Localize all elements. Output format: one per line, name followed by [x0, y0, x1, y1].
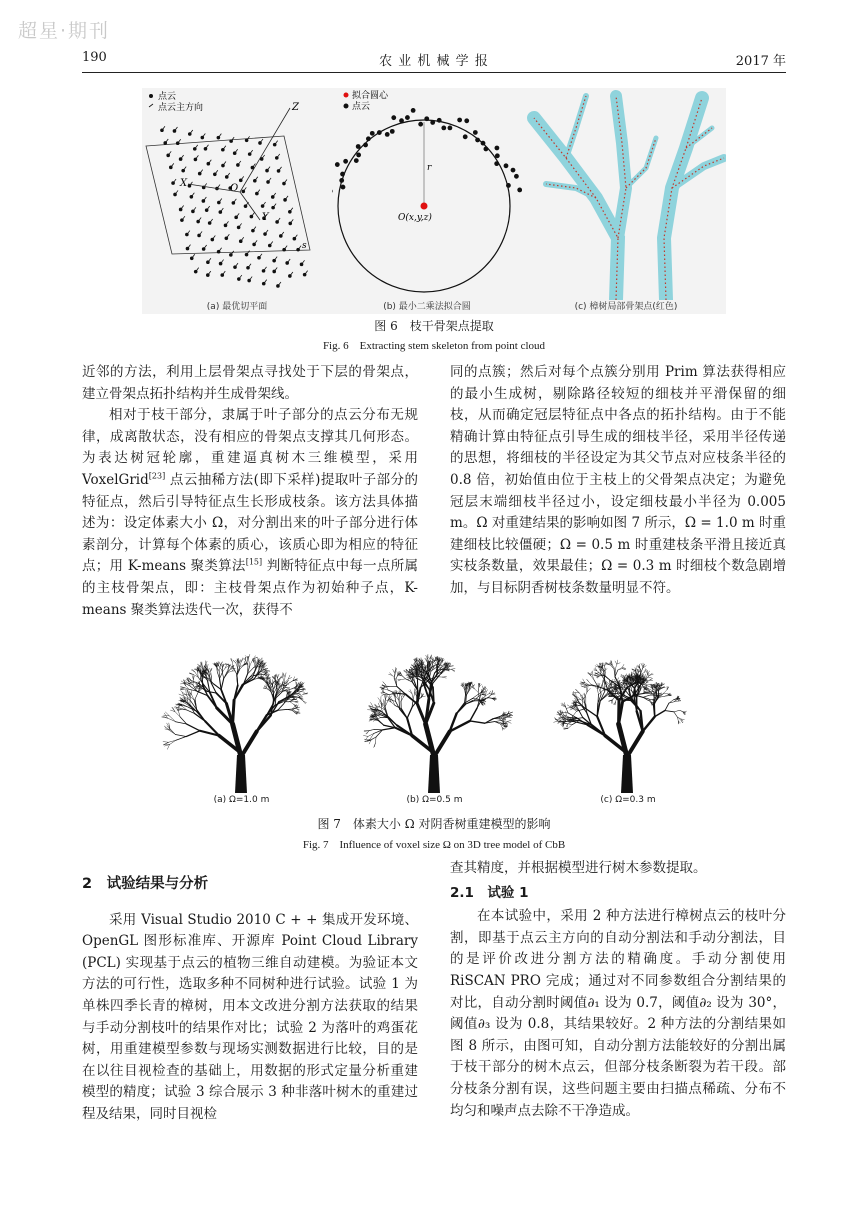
- paragraph: 相对于枝干部分，隶属于叶子部分的点云分布无规律，成离散状态，没有相应的骨架点支撑其几何形态。为表达树冠轮廓，重建逼真树木三维模型，采用 VoxelGrid[23] 点云抽稀方法(即下采样)提取叶子部分的特征点，然后引导特征点生长形成枝条。该方法具体描述为：设定体素大小 Ω，对分割出来的叶子部分进行体素剖分，计算每个体素的质心，该质心即为相应的特征点；用 K-means 聚类算法[15] 判断特征点中每一点所属的主枝骨架点，即：主枝骨架点作为初始种子点，K-means 聚类算法迭代一次，获得不: [82, 407, 418, 618]
- tree-model: [162, 654, 308, 793]
- fig7-caption-en: Fig. 7 Influence of voxel size Ω on 3D tree model of CbB: [302, 839, 566, 851]
- figure-7: [145, 645, 725, 810]
- paragraph: 在本试验中，采用 2 种方法进行樟树点云的枝叶分割，即基于点云主方向的自动分割法和手动分割法，目的是评价改进分割方法的精确度。手动分割使用 RiSCAN PRO 完成；通过对不同参数组合分割结果的对比，自动分割时阈值∂₁ 设为 0.7，阈值∂₂ 设为 30°，阈值∂₃ 设为 0.8，其结果较好。2 种方法的分割结果如图 8 所示，由图可知，自动分割方法能较好的分割出属于枝干部分的树木点云，但部分枝条断裂为若干段。部分枝条分割有误，这些问题主要由扫描点稀疏、分布不均匀和噪声点去除不干净造成。: [450, 908, 786, 1119]
- fig7-caption-cn: 图 7 体素大小 Ω 对阴香树重建模型的影响: [317, 817, 551, 831]
- fig6b-caption: (b) 最小二乘法拟合圆: [383, 302, 471, 312]
- journal-title: 农 业 机 械 学 报: [379, 54, 489, 69]
- fig6a-label-x: X: [180, 178, 188, 189]
- fig6-panel-c: [526, 88, 726, 314]
- fig6-panel-b: [332, 88, 522, 314]
- fig6a-legend-arrow: 点云主方向: [158, 103, 204, 113]
- watermark: 超星·期刊: [18, 20, 111, 42]
- fig6a-legend-dot: 点云: [158, 92, 177, 102]
- paragraph: 同的点簇；然后对每个点簇分别用 Prim 算法获得相应的最小生成树，剔除路径较短的细枝并平滑保留的细枝，从而确定冠层特征点中各点的拓扑结构。由于不能精确计算由特征点引导生成的细枝半径，采用半径传递的思想，将细枝的半径设定为其父节点对应枝条半径的 0.8 倍，初始值由位于主枝上的父骨架点决定；为避免冠层末端细枝半径过小，设定细枝最小半径为 0.005 m。Ω 对重建结果的影响如图 7 所示，Ω = 1.0 m 时重建细枝比较僵硬；Ω = 0.5 m 时重建枝条平滑且接近真实枝条数量，效果最佳；Ω = 0.3 m 时细枝个数急剧增加，与目标阴香树枝条数量明显不符。: [450, 364, 786, 596]
- paragraph: 查其精度，并根据模型进行树木参数提取。: [450, 860, 707, 876]
- fig6a-plane-diagram: [142, 88, 332, 300]
- fig6b-legend-red: 拟合圆心: [352, 91, 389, 101]
- header-rule: [82, 72, 786, 73]
- year: 2017 年: [735, 54, 786, 69]
- fig6a-label-o: O: [230, 183, 239, 194]
- tree-model: [363, 654, 512, 793]
- paragraph: 近邻的方法，利用上层骨架点寻找处于下层的骨架点，建立骨架点拓扑结构并生成骨架线。: [82, 364, 418, 402]
- fig7a-caption: (a) Ω=1.0 m: [213, 795, 270, 805]
- fig6c-caption: (c) 樟树局部骨架点(红色): [574, 302, 678, 312]
- fig6-caption-en: Fig. 6 Extracting stem skeleton from point cloud: [322, 340, 546, 352]
- fig6a-label-z: Z: [292, 102, 299, 113]
- fig6b-label-center: O(x,y,z): [398, 213, 432, 223]
- fig6-caption-cn: 图 6 枝干骨架点提取: [374, 319, 494, 333]
- page-number: 190: [82, 50, 107, 65]
- fig6a-caption: (a) 最优切平面: [206, 302, 268, 312]
- fig6b-points: [332, 108, 522, 194]
- right-column-top: [450, 362, 786, 600]
- section-heading: 2 试验结果与分析: [82, 876, 209, 892]
- left-column-bottom: [82, 874, 418, 1126]
- fig7b-caption: (b) Ω=0.5 m: [406, 795, 463, 805]
- fig7c-caption: (c) Ω=0.3 m: [600, 795, 656, 805]
- fig7-tree-models: [145, 645, 725, 795]
- fig6a-points: [160, 126, 307, 288]
- left-column-top: [82, 362, 418, 621]
- fig6b-circle-fit: [332, 88, 522, 300]
- paragraph: 采用 Visual Studio 2010 C + + 集成开发环境、OpenGL 图形标准库、开源库 Point Cloud Library (PCL) 实现基于点云的植物三维自动建模。为验证本文方法的可行性，选取多种不同树种进行试验。试验 1 为单株四季长青的樟树，用本文改进分割方法获取的结果与手动分割枝叶的结果作对比；试验 2 为落叶的鸡蛋花树，用重建模型参数与现场实测数据进行比较，目的是在以往目视检查的基础上，用数据的形式定量分析重建模型的精度；试验 3 综合展示 3 种非落叶树木的重建过程及结果，同时目视检: [82, 911, 418, 1122]
- fig6a-label-s: s: [302, 241, 307, 251]
- tree-model: [554, 660, 687, 793]
- fig6b-legend-black: 点云: [352, 102, 371, 112]
- right-column-bottom: [450, 858, 786, 1122]
- fig6a-label-y: Y: [262, 212, 269, 223]
- figure-6: [142, 88, 726, 314]
- fig6c-skeleton: [526, 88, 726, 300]
- fig6-panel-a: [142, 88, 332, 314]
- fig6b-label-r: r: [427, 163, 432, 173]
- subsection-heading: 2.1 试验 1: [450, 884, 529, 901]
